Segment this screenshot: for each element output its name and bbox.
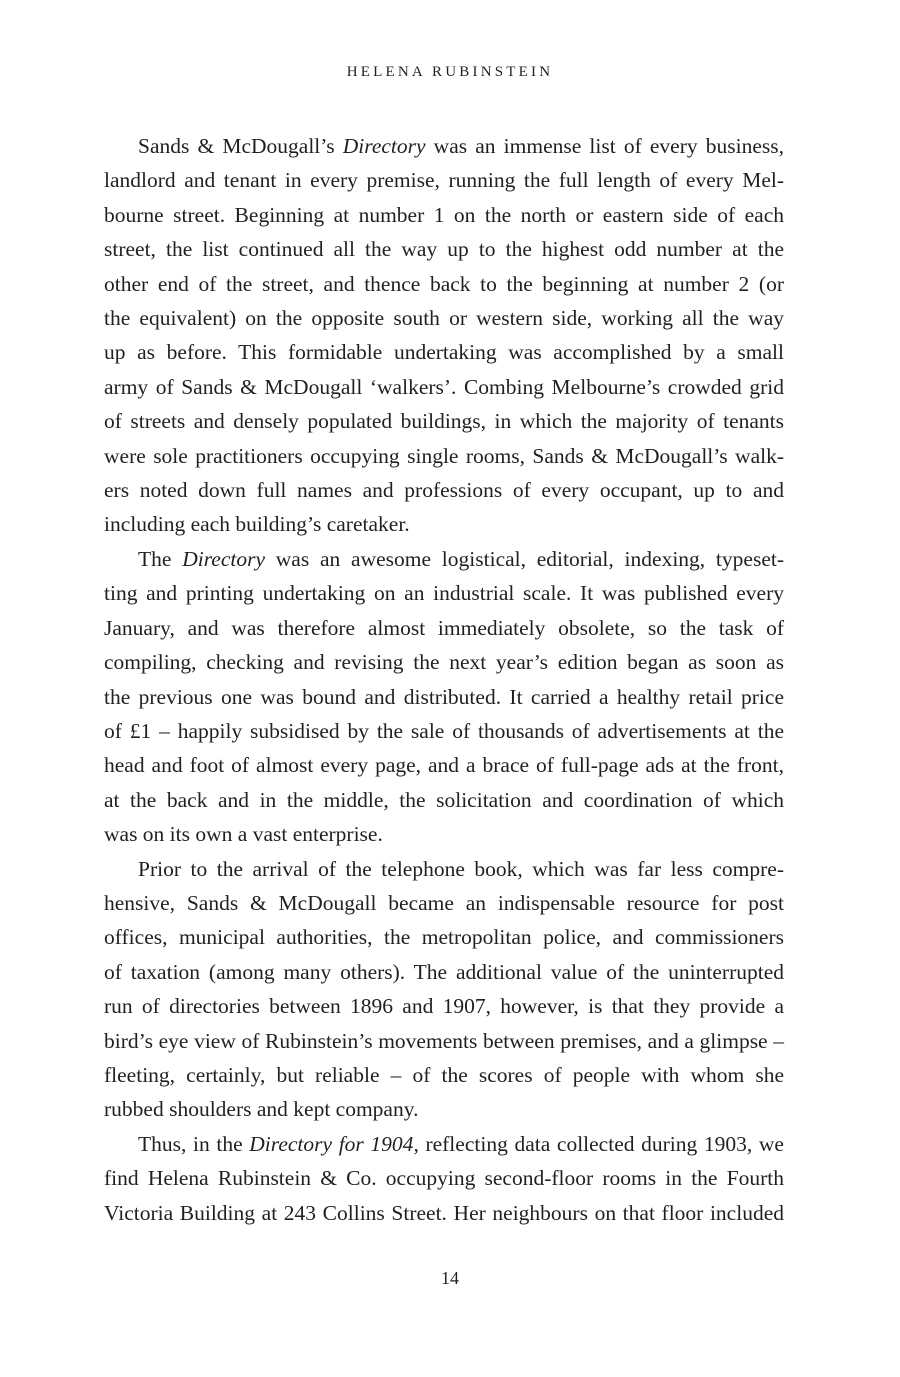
- text-run: bourne street. Beginning at number 1 on the north or eastern side of each: [104, 202, 784, 227]
- text-run: ting and printing undertaking on an industrial scale. It was published every: [104, 581, 784, 606]
- text-line: [104, 920, 784, 954]
- text-run: army of Sands & McDougall ‘walkers’. Combing Melbourne’s crowded grid: [104, 374, 784, 399]
- text-run: other end of the street, and thence back to the beginning at number 2 (or: [104, 271, 784, 296]
- text-run: bird’s eye view of Rubinstein’s movements between premises, and a glimpse –: [104, 1028, 784, 1053]
- text-line: [104, 748, 784, 782]
- text-line: [104, 507, 784, 541]
- text-run: head and foot of almost every page, and a brace of full-page ads at the front,: [104, 753, 784, 778]
- text-run: hensive, Sands & McDougall became an indispensable resource for post: [104, 890, 784, 915]
- text-run: January, and was therefore almost immediately obsolete, so the task of: [104, 615, 784, 640]
- body-text: [104, 129, 784, 1230]
- text-run: the previous one was bound and distributed. It carried a healthy retail price: [104, 684, 784, 709]
- text-line: [104, 1024, 784, 1058]
- text-line: [104, 1092, 784, 1126]
- text-line: [104, 714, 784, 748]
- text-line: [104, 817, 784, 851]
- paragraph: [104, 129, 784, 542]
- text-run: was on its own a vast enterprise.: [104, 822, 383, 847]
- text-run: run of directories between 1896 and 1907, however, is that they provide a: [104, 994, 784, 1019]
- text-run: The: [138, 546, 183, 571]
- text-run: find Helena Rubinstein & Co. occupying second-floor rooms in the Fourth: [104, 1166, 784, 1191]
- text-run: ers noted down full names and professions of every occupant, up to and: [104, 478, 784, 503]
- text-run: rubbed shoulders and kept company.: [104, 1097, 419, 1122]
- text-line: [104, 783, 784, 817]
- text-line: [104, 1196, 784, 1230]
- text-run: was an awesome logistical, editorial, indexing, typeset-: [265, 546, 784, 571]
- text-run: street, the list continued all the way up to the highest odd number at the: [104, 237, 784, 262]
- text-line: [104, 163, 784, 197]
- text-line: [104, 576, 784, 610]
- text-line: [104, 129, 784, 163]
- text-run: of £1 – happily subsidised by the sale of thousands of advertisements at the: [104, 718, 784, 743]
- text-line: [104, 886, 784, 920]
- text-run: offices, municipal authorities, the metropolitan police, and commissioners: [104, 925, 784, 950]
- text-run: Sands & McDougall’s: [138, 134, 343, 158]
- text-run: Prior to the arrival of the telephone book, which was far less compre-: [138, 856, 784, 881]
- text-run: of taxation (among many others). The additional value of the uninterrupted: [104, 959, 784, 984]
- paragraph: [104, 542, 784, 852]
- italic-text: Directory for 1904: [249, 1131, 414, 1156]
- running-head: HELENA RUBINSTEIN: [346, 64, 554, 80]
- text-line: [104, 680, 784, 714]
- text-line: [104, 473, 784, 507]
- text-line: [104, 1058, 784, 1092]
- page-number: 14: [441, 1268, 459, 1288]
- text-run: including each building’s caretaker.: [104, 512, 410, 537]
- text-run: of streets and densely populated buildings, in which the majority of tenants: [104, 409, 784, 434]
- paragraph: [104, 1127, 784, 1230]
- text-run: fleeting, certainly, but reliable – of the scores of people with whom she: [104, 1062, 784, 1087]
- italic-text: Directory: [342, 134, 426, 158]
- text-line: [104, 439, 784, 473]
- text-run: up as before. This formidable undertaking was accomplished by a small: [104, 340, 784, 365]
- text-line: [104, 232, 784, 266]
- text-line: [104, 645, 784, 679]
- paragraph: [104, 852, 784, 1127]
- text-line: [104, 1127, 784, 1161]
- text-line: [104, 1161, 784, 1195]
- text-run: Victoria Building at 243 Collins Street. Her neighbours on that floor included: [104, 1200, 784, 1225]
- text-line: [104, 955, 784, 989]
- text-run: the equivalent) on the opposite south or western side, working all the way: [104, 306, 784, 331]
- text-line: [104, 335, 784, 369]
- text-line: [104, 989, 784, 1023]
- text-run: at the back and in the middle, the solicitation and coordination of which: [104, 787, 784, 812]
- text-line: [104, 852, 784, 886]
- italic-text: Directory: [182, 546, 265, 571]
- text-run: , reflecting data collected during 1903, we: [413, 1131, 784, 1156]
- text-run: compiling, checking and revising the next year’s edition began as soon as: [104, 650, 784, 675]
- text-line: [104, 370, 784, 404]
- text-line: [104, 611, 784, 645]
- text-line: [104, 301, 784, 335]
- text-line: [104, 404, 784, 438]
- text-run: was an immense list of every business,: [425, 134, 784, 158]
- text-line: [104, 542, 784, 576]
- text-run: Thus, in the: [138, 1131, 250, 1156]
- text-line: [104, 267, 784, 301]
- text-run: landlord and tenant in every premise, running the full length of every Mel-: [104, 168, 784, 193]
- text-line: [104, 198, 784, 232]
- text-run: were sole practitioners occupying single rooms, Sands & McDougall’s walk-: [104, 443, 784, 468]
